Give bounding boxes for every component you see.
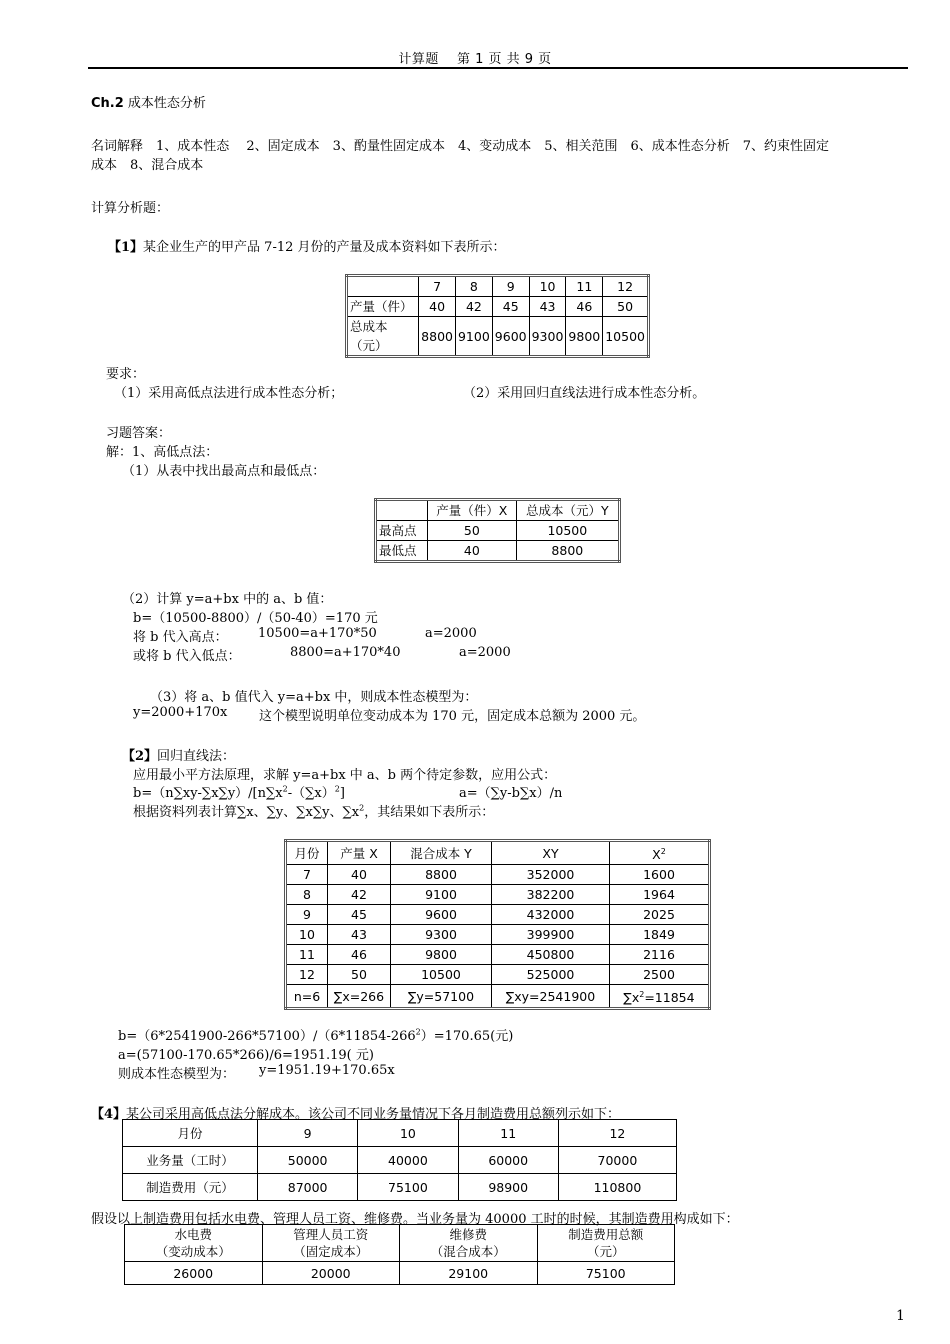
q1-data-table xyxy=(345,274,650,358)
table-cell: 2500 xyxy=(610,965,710,985)
table-cell: 26000 xyxy=(125,1262,263,1285)
table-cell: 月份 xyxy=(123,1120,258,1147)
table-cell: 12 xyxy=(286,965,328,985)
table-cell xyxy=(262,1225,400,1262)
table-cell: 399900 xyxy=(492,925,610,945)
table-cell: 450800 xyxy=(492,945,610,965)
q1-statement xyxy=(108,236,506,255)
table-cell: 9 xyxy=(286,905,328,925)
table-cell: 9800 xyxy=(566,317,603,357)
table-row xyxy=(286,865,710,885)
table-cell: 8800 xyxy=(419,317,456,357)
header-line-2: （固定成本） xyxy=(293,1244,369,1259)
q1-number: 【1】 xyxy=(108,240,144,255)
table-cell: 8800 xyxy=(516,541,619,562)
table-cell: 45 xyxy=(492,297,529,317)
table-row xyxy=(286,841,710,865)
table-cell: 9100 xyxy=(391,885,492,905)
table-cell: 50000 xyxy=(258,1147,358,1174)
table-cell: 1849 xyxy=(610,925,710,945)
table-cell: 29100 xyxy=(400,1262,538,1285)
table-cell: 43 xyxy=(328,925,391,945)
table-cell: 10 xyxy=(529,276,566,297)
header-line-1: 水电费 xyxy=(174,1227,212,1242)
table-cell: 42 xyxy=(455,297,492,317)
table-cell: 98900 xyxy=(458,1174,558,1201)
table-cell: ∑xy=2541900 xyxy=(492,985,610,1009)
sub-low-result: a=2000 xyxy=(459,645,511,660)
table-cell: 产量 X xyxy=(328,841,391,865)
header-line-2: （混合成本） xyxy=(430,1244,506,1259)
model-equation: y=2000+170x xyxy=(133,705,228,720)
table-cell: 9600 xyxy=(492,317,529,357)
table-cell xyxy=(347,276,419,297)
q2-line-3-sup: 2 xyxy=(359,803,365,813)
calc-heading: 计算分析题： xyxy=(91,201,170,216)
table-cell: 最低点 xyxy=(376,541,428,562)
table-row xyxy=(286,965,710,985)
table-cell: 总成本（元） xyxy=(347,317,419,357)
table-cell: 11 xyxy=(458,1120,558,1147)
sub-high-result: a=2000 xyxy=(425,626,477,641)
table-cell: 352000 xyxy=(492,865,610,885)
table-cell xyxy=(610,985,710,1009)
table-cell xyxy=(610,841,710,865)
table-cell: 382200 xyxy=(492,885,610,905)
table-cell: 45 xyxy=(328,905,391,925)
table-cell: 8 xyxy=(286,885,328,905)
high-low-table xyxy=(374,498,621,563)
table-cell: 9 xyxy=(492,276,529,297)
table-cell: 1600 xyxy=(610,865,710,885)
total-x2-value: =11854 xyxy=(644,990,695,1006)
solution-title: 解：1、高低点法： xyxy=(106,445,219,460)
table-row xyxy=(286,905,710,925)
table-cell: 525000 xyxy=(492,965,610,985)
table-cell: 8 xyxy=(455,276,492,297)
table-cell: 40 xyxy=(328,865,391,885)
formula-b-mid: -（∑x） xyxy=(287,786,335,801)
table-row-total xyxy=(286,985,710,1009)
table-row xyxy=(123,1147,677,1174)
sub-high-equation: 10500=a+170*50 xyxy=(258,626,377,641)
table-cell: 月份 xyxy=(286,841,328,865)
table-row xyxy=(286,885,710,905)
table-cell: 20000 xyxy=(262,1262,400,1285)
table-cell: 50 xyxy=(603,297,649,317)
table-row xyxy=(347,276,649,297)
total-x2-base: ∑x xyxy=(623,990,640,1006)
table-cell: 43 xyxy=(529,297,566,317)
table-row xyxy=(123,1120,677,1147)
terms-line-1: 名词解释 1、成本性态 2、固定成本 3、酌量性固定成本 4、变动成本 5、相关范围 6、成本性态分析 7、约束性固定 xyxy=(91,139,830,154)
q2-line-3 xyxy=(133,801,494,820)
q1-text: 某企业生产的甲产品 7-12 月份的产量及成本资料如下表所示： xyxy=(143,240,506,255)
terms-line-2: 成本 8、混合成本 xyxy=(91,158,204,173)
table-cell: n=6 xyxy=(286,985,328,1009)
table-cell: 10500 xyxy=(603,317,649,357)
q4-text: 某公司采用高低点法分解成本。该公司不同业务量情况下各月制造费用总额列示如下： xyxy=(126,1107,621,1122)
q4-number: 【4】 xyxy=(91,1107,127,1122)
table-cell: 10 xyxy=(358,1120,458,1147)
table-cell: 制造费用（元） xyxy=(123,1174,258,1201)
formula-b-start: b=（n∑xy-∑x∑y）/[n∑x xyxy=(133,786,283,801)
table-cell: 432000 xyxy=(492,905,610,925)
sub-low-label: 或将 b 代入低点： xyxy=(133,649,241,664)
table-cell xyxy=(125,1225,263,1262)
formula-b-sup: 2 xyxy=(282,784,288,794)
b-result-pre: b=（6*2541900-266*57100）/（6*11854-266 xyxy=(118,1029,416,1044)
table-row xyxy=(286,945,710,965)
header-rule xyxy=(88,67,908,69)
regression-model: y=1951.19+170.65x xyxy=(259,1063,395,1078)
table-cell: 9800 xyxy=(391,945,492,965)
b-calculation: b=（10500-8800）/（50-40）=170 元 xyxy=(133,611,378,626)
table-cell xyxy=(537,1225,675,1262)
x2-header-base: X xyxy=(652,847,661,863)
table-cell: 12 xyxy=(558,1120,676,1147)
table-cell: ∑y=57100 xyxy=(391,985,492,1009)
table-cell: 40 xyxy=(419,297,456,317)
table-row xyxy=(347,317,649,357)
x2-header-sup: 2 xyxy=(660,847,666,856)
q2-title-text: 回归直线法： xyxy=(157,749,236,764)
table-cell: 9300 xyxy=(391,925,492,945)
table-cell: 50 xyxy=(428,521,517,541)
table-cell: 业务量（工时） xyxy=(123,1147,258,1174)
formula-a: a=（∑y-b∑x）/n xyxy=(459,786,563,801)
q4-cost-table xyxy=(122,1119,677,1201)
table-row xyxy=(286,925,710,945)
table-cell: 产量（件）X xyxy=(428,500,517,521)
table-cell: 60000 xyxy=(458,1147,558,1174)
table-cell: 8800 xyxy=(391,865,492,885)
table-cell xyxy=(376,500,428,521)
table-row xyxy=(125,1262,675,1285)
b-result-sup: 2 xyxy=(415,1027,421,1037)
b-result xyxy=(118,1025,513,1044)
chapter-title xyxy=(91,92,206,111)
formula-b-end: ] xyxy=(339,786,345,801)
table-cell: 87000 xyxy=(258,1174,358,1201)
table-cell: 40 xyxy=(428,541,517,562)
q1-requirements-title: 要求： xyxy=(106,367,146,382)
table-cell: 2116 xyxy=(610,945,710,965)
table-cell: 46 xyxy=(328,945,391,965)
table-cell: 42 xyxy=(328,885,391,905)
b-result-post: ）=170.65(元) xyxy=(420,1029,514,1044)
solution-step-1: （1）从表中找出最高点和最低点： xyxy=(122,464,326,479)
solution-step-2: （2）计算 y=a+bx 中的 a、b 值： xyxy=(122,592,333,607)
table-cell: 70000 xyxy=(558,1147,676,1174)
table-cell: 75100 xyxy=(358,1174,458,1201)
table-cell: 50 xyxy=(328,965,391,985)
table-cell: 最高点 xyxy=(376,521,428,541)
chapter-code: Ch.2 xyxy=(91,96,124,111)
table-cell: 110800 xyxy=(558,1174,676,1201)
table-row xyxy=(376,541,620,562)
q1-requirement-2: （2）采用回归直线法进行成本性态分析。 xyxy=(463,386,706,401)
table-cell: 10500 xyxy=(516,521,619,541)
q2-line-3-post: ，其结果如下表所示： xyxy=(364,805,495,820)
header-line-1: 制造费用总额 xyxy=(568,1227,644,1242)
formula-b-sup-2: 2 xyxy=(334,784,340,794)
page-number: 1 xyxy=(896,1308,905,1324)
q2-title xyxy=(122,745,235,764)
sub-high-label: 将 b 代入高点： xyxy=(133,630,228,645)
solution-step-3: （3）将 a、b 值代入 y=a+bx 中，则成本性态模型为： xyxy=(150,690,478,705)
q2-line-3-pre: 根据资料列表计算∑x、∑y、∑x∑y、∑x xyxy=(133,805,360,820)
q4-composition-table xyxy=(124,1224,675,1285)
table-cell: 7 xyxy=(419,276,456,297)
table-row xyxy=(123,1174,677,1201)
model-note: 这个模型说明单位变动成本为 170 元，固定成本总额为 2000 元。 xyxy=(259,709,646,724)
table-cell: XY xyxy=(492,841,610,865)
a-result: a=(57100-170.65*266)/6=1951.19( 元) xyxy=(118,1048,374,1063)
table-cell: 2025 xyxy=(610,905,710,925)
chapter-name: 成本性态分析 xyxy=(127,96,206,111)
q4-text-2: 假设以上制造费用包括水电费、管理人员工资、维修费。当业务量为 40000 工时的时候，其制造费用构成如下： xyxy=(91,1212,739,1227)
header-line-1: 维修费 xyxy=(449,1227,487,1242)
table-cell: 产量（件） xyxy=(347,297,419,317)
table-cell: ∑x=266 xyxy=(328,985,391,1009)
table-cell: 1964 xyxy=(610,885,710,905)
table-row xyxy=(125,1225,675,1262)
header-line-2: （变动成本） xyxy=(155,1244,231,1259)
table-cell: 40000 xyxy=(358,1147,458,1174)
total-x2-sup: 2 xyxy=(639,990,645,1000)
table-cell: 9300 xyxy=(529,317,566,357)
table-row xyxy=(376,521,620,541)
table-cell: 9 xyxy=(258,1120,358,1147)
q2-line-1: 应用最小平方法原理，求解 y=a+bx 中 a、b 两个待定参数，应用公式： xyxy=(133,768,557,783)
header-line-1: 管理人员工资 xyxy=(293,1227,369,1242)
table-cell: 10500 xyxy=(391,965,492,985)
table-row xyxy=(376,500,620,521)
table-row xyxy=(347,297,649,317)
q1-requirement-1: （1）采用高低点法进行成本性态分析； xyxy=(114,386,344,401)
q2-number: 【2】 xyxy=(122,749,158,764)
table-cell: 11 xyxy=(286,945,328,965)
table-cell: 10 xyxy=(286,925,328,945)
regression-table xyxy=(284,839,711,1010)
table-cell: 11 xyxy=(566,276,603,297)
sub-low-equation: 8800=a+170*40 xyxy=(290,645,401,660)
regression-model-label: 则成本性态模型为： xyxy=(118,1067,236,1082)
table-cell: 总成本（元）Y xyxy=(516,500,619,521)
table-cell: 7 xyxy=(286,865,328,885)
table-cell: 混合成本 Y xyxy=(391,841,492,865)
table-cell: 75100 xyxy=(537,1262,675,1285)
header-line-2: （元） xyxy=(586,1244,625,1259)
formula-b xyxy=(133,782,345,801)
table-cell: 46 xyxy=(566,297,603,317)
answer-title: 习题答案： xyxy=(106,426,172,441)
table-cell: 9100 xyxy=(455,317,492,357)
table-cell: 12 xyxy=(603,276,649,297)
table-cell: 9600 xyxy=(391,905,492,925)
table-cell xyxy=(400,1225,538,1262)
page-header: 计算题 第 1 页 共 9 页 xyxy=(398,52,552,67)
